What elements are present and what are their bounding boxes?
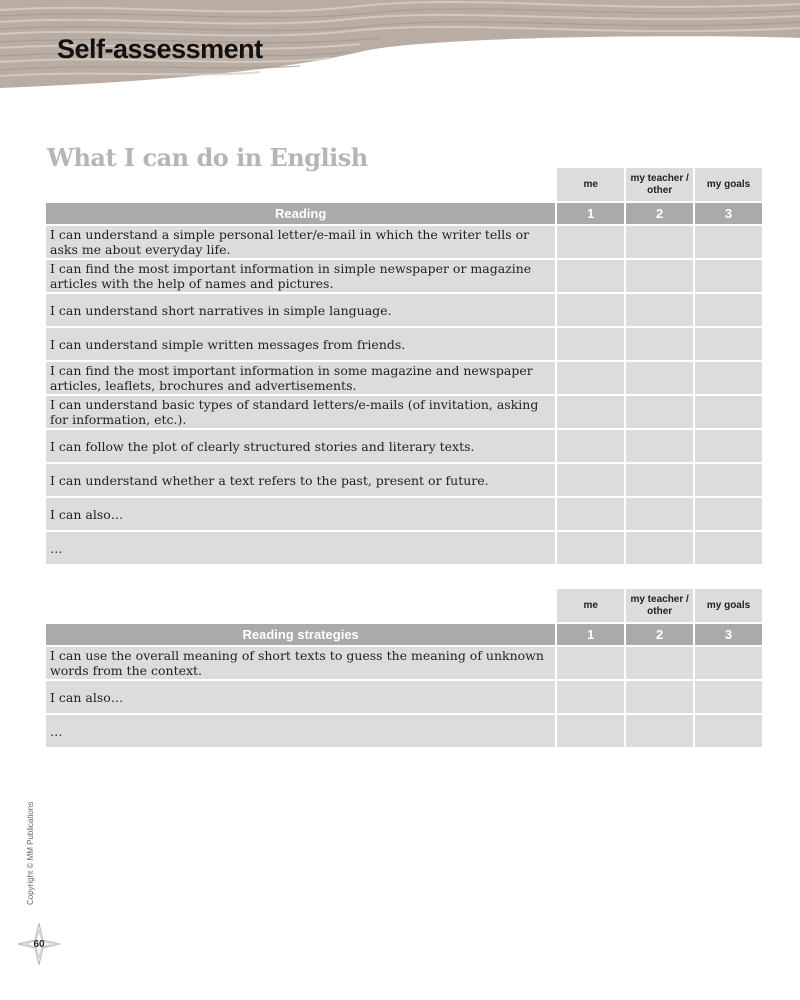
table-row — [46, 498, 762, 530]
col-number: 3 — [695, 203, 762, 224]
table-row — [46, 464, 762, 496]
rating-cell-teacher[interactable] — [626, 396, 693, 428]
rating-cell-teacher[interactable] — [626, 464, 693, 496]
statement: I can follow the plot of clearly structured stories and literary texts. — [46, 430, 555, 462]
table-row — [46, 294, 762, 326]
rating-cell-me[interactable] — [557, 260, 624, 292]
section-heading: What I can do in English — [47, 143, 368, 172]
rating-cell-teacher[interactable] — [626, 532, 693, 564]
reading-table — [46, 168, 762, 564]
statement: I can also… — [46, 498, 555, 530]
rating-cell-goals[interactable] — [695, 464, 762, 496]
table-row — [46, 647, 762, 679]
col-teacher: my teacher / other — [626, 589, 693, 622]
rating-cell-me[interactable] — [557, 498, 624, 530]
rating-cell-teacher[interactable] — [626, 294, 693, 326]
rating-cell-me[interactable] — [557, 532, 624, 564]
statement: I can understand simple written messages from friends. — [46, 328, 555, 360]
section-bar-reading — [46, 203, 762, 224]
statement: I can understand whether a text refers to the past, present or future. — [46, 464, 555, 496]
col-number: 1 — [557, 624, 624, 645]
rating-cell-me[interactable] — [557, 715, 624, 747]
col-number: 2 — [626, 203, 693, 224]
header-banner — [0, 0, 800, 95]
rating-cell-me[interactable] — [557, 226, 624, 258]
rating-cell-goals[interactable] — [695, 681, 762, 713]
col-me: me — [557, 589, 624, 622]
table-row — [46, 362, 762, 394]
rating-cell-goals[interactable] — [695, 430, 762, 462]
rating-cell-teacher[interactable] — [626, 681, 693, 713]
table-row — [46, 681, 762, 713]
table-row — [46, 430, 762, 462]
table-row — [46, 226, 762, 258]
rating-cell-goals[interactable] — [695, 328, 762, 360]
rating-cell-goals[interactable] — [695, 498, 762, 530]
rating-cell-goals[interactable] — [695, 396, 762, 428]
col-goals: my goals — [695, 168, 762, 201]
col-number: 2 — [626, 624, 693, 645]
reading-strategies-table — [46, 589, 762, 747]
rating-cell-goals[interactable] — [695, 226, 762, 258]
rating-cell-me[interactable] — [557, 328, 624, 360]
statement: I can understand a simple personal letter/e-mail in which the writer tells or asks me about everyday life. — [46, 226, 555, 258]
rating-cell-me[interactable] — [557, 294, 624, 326]
col-me: me — [557, 168, 624, 201]
page-number: 60 — [33, 938, 45, 950]
statement: … — [46, 715, 555, 747]
statement: I can understand short narratives in simple language. — [46, 294, 555, 326]
rating-cell-goals[interactable] — [695, 532, 762, 564]
rating-cell-me[interactable] — [557, 464, 624, 496]
rating-cell-teacher[interactable] — [626, 647, 693, 679]
rating-cell-teacher[interactable] — [626, 226, 693, 258]
table-row — [46, 260, 762, 292]
rating-cell-teacher[interactable] — [626, 430, 693, 462]
rating-cell-teacher[interactable] — [626, 362, 693, 394]
statement: I can also… — [46, 681, 555, 713]
rating-cell-goals[interactable] — [695, 362, 762, 394]
statement: I can find the most important information in simple newspaper or magazine articles with the help of names and pictures. — [46, 260, 555, 292]
col-number: 3 — [695, 624, 762, 645]
page-title: Self-assessment — [57, 34, 263, 64]
rating-cell-me[interactable] — [557, 681, 624, 713]
rating-cell-teacher[interactable] — [626, 328, 693, 360]
page-number-badge — [16, 921, 62, 967]
rating-cell-me[interactable] — [557, 647, 624, 679]
rating-cell-me[interactable] — [557, 362, 624, 394]
rating-cell-goals[interactable] — [695, 260, 762, 292]
rating-cell-teacher[interactable] — [626, 498, 693, 530]
statement: … — [46, 532, 555, 564]
table-row — [46, 715, 762, 747]
rating-cell-goals[interactable] — [695, 715, 762, 747]
table-row — [46, 532, 762, 564]
table-row — [46, 328, 762, 360]
rating-cell-goals[interactable] — [695, 647, 762, 679]
rating-cell-teacher[interactable] — [626, 715, 693, 747]
statement: I can understand basic types of standard letters/e-mails (of invitation, asking for information, etc.). — [46, 396, 555, 428]
col-teacher: my teacher / other — [626, 168, 693, 201]
copyright-text: Copyright © MM Publications — [26, 801, 35, 905]
column-header-row — [46, 589, 762, 622]
col-goals: my goals — [695, 589, 762, 622]
table-row — [46, 396, 762, 428]
rating-cell-teacher[interactable] — [626, 260, 693, 292]
statement: I can find the most important information in some magazine and newspaper articles, leaflets, brochures and advertisements. — [46, 362, 555, 394]
section-title: Reading — [46, 203, 555, 224]
rating-cell-me[interactable] — [557, 396, 624, 428]
section-bar-reading-strategies — [46, 624, 762, 645]
rating-cell-me[interactable] — [557, 430, 624, 462]
col-number: 1 — [557, 203, 624, 224]
section-title: Reading strategies — [46, 624, 555, 645]
column-header-row — [46, 168, 762, 201]
statement: I can use the overall meaning of short texts to guess the meaning of unknown words from the context. — [46, 647, 555, 679]
rating-cell-goals[interactable] — [695, 294, 762, 326]
